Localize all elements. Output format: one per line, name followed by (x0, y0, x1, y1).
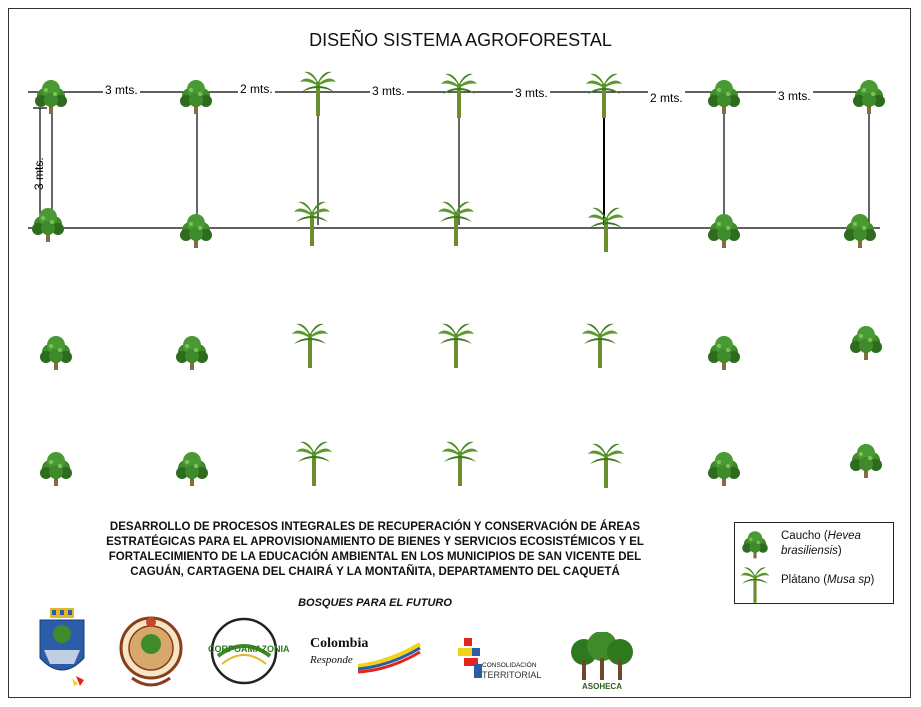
colombia-responde-logo (306, 636, 424, 676)
caucho-tree-icon (36, 448, 76, 488)
caucho-tree-icon (176, 210, 216, 250)
legend-item-caucho (735, 525, 893, 563)
caucho-tree-icon (31, 76, 71, 116)
platano-plant-icon (439, 72, 479, 122)
project-description (70, 520, 680, 580)
caucho-tree-icon (28, 204, 68, 244)
legend-platano-close: ) (870, 574, 875, 586)
platano-plant-icon (436, 200, 476, 250)
caucho-tree-icon (846, 322, 886, 362)
caucho-tree-icon (840, 210, 880, 250)
project-line: ESTRATÉGICAS PARA EL APROVISIONAMIENTO DE BIENES Y SERVICIOS ECOSISTÉMICOS Y EL (106, 536, 644, 548)
platano-plant-icon (292, 200, 332, 250)
caucho-tree-icon (176, 76, 216, 116)
asoheca-wordmark: ASOHECA (581, 682, 622, 691)
legend-caucho-close: ) (837, 545, 842, 557)
municipal-seal-logo (118, 614, 184, 690)
legend-platano-name: Plátano ( (781, 574, 828, 586)
legend-caucho-name: Caucho ( (781, 530, 828, 542)
platano-plant-icon (739, 566, 771, 602)
responde-wordmark: Responde (310, 654, 353, 666)
corpoamazonia-logo (206, 616, 290, 686)
caucho-tree-icon (704, 332, 744, 372)
caucho-tree-icon (172, 448, 212, 488)
legend-item-platano (735, 565, 893, 603)
dimension-label: 3 mts. (372, 84, 405, 98)
platano-plant-icon (294, 440, 334, 490)
dimension-label: 3 mts. (778, 89, 811, 103)
platano-plant-icon (436, 322, 476, 372)
caucho-tree-icon (704, 210, 744, 250)
caucho-tree-icon (704, 448, 744, 488)
asoheca-logo (568, 632, 636, 694)
caqueta-coat-of-arms-logo (36, 606, 88, 688)
vertical-dimension-label: 3 mts. (32, 157, 46, 190)
platano-plant-icon (584, 72, 624, 122)
dimension-label: 3 mts. (105, 83, 138, 97)
caucho-tree-icon (36, 332, 76, 372)
caucho-tree-icon (846, 440, 886, 480)
caucho-tree-icon (704, 76, 744, 116)
project-line: CAGUÁN, CARTAGENA DEL CHAIRÁ Y LA MONTAÑITA, DEPARTAMENTO DEL CAQUETÁ (130, 566, 620, 578)
caucho-tree-icon (739, 528, 771, 560)
project-subtitle: BOSQUES PARA EL FUTURO (298, 597, 452, 609)
platano-plant-icon (586, 442, 626, 492)
platano-plant-icon (580, 322, 620, 372)
consolidacion-wordmark: CONSOLIDACIÓN (482, 662, 537, 669)
corpoamazonia-wordmark: CORPOAMAZONIA (208, 644, 290, 654)
platano-plant-icon (440, 440, 480, 490)
colombia-wordmark: Colombia (310, 636, 369, 651)
platano-plant-icon (298, 70, 338, 120)
dimension-label: 3 mts. (515, 86, 548, 100)
legend-platano-scientific: Musa sp (827, 574, 871, 586)
consolidacion-territorial-logo (454, 634, 542, 686)
diagram-title: DISEÑO SISTEMA AGROFORESTAL (309, 30, 612, 50)
project-line: FORTALECIMIENTO DE LA EDUCACIÓN AMBIENTAL EN LOS MUNICIPIOS DE SAN VICENTE DEL (108, 551, 642, 563)
caucho-tree-icon (172, 332, 212, 372)
caucho-tree-icon (849, 76, 889, 116)
territorial-wordmark: TERRITORIAL (482, 670, 542, 680)
platano-plant-icon (290, 322, 330, 372)
dimension-label: 2 mts. (650, 91, 683, 105)
legend (734, 522, 894, 604)
legend-caucho-scientific: Hevea brasiliensis (781, 530, 861, 557)
dimension-label: 2 mts. (240, 82, 273, 96)
project-line: DESARROLLO DE PROCESOS INTEGRALES DE RECUPERACIÓN Y CONSERVACIÓN DE ÁREAS (109, 521, 641, 533)
platano-plant-icon (586, 206, 626, 256)
